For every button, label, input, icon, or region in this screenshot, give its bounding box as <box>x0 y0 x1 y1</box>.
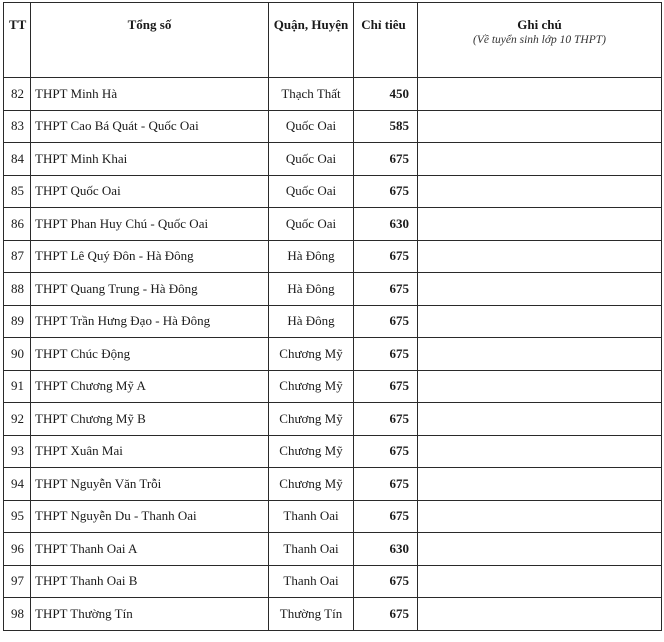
school-name: THPT Thanh Oai A <box>31 533 269 566</box>
quota-value: 675 <box>354 500 418 533</box>
quota-value: 675 <box>354 435 418 468</box>
district-name: Thường Tín <box>269 598 354 631</box>
table-row <box>4 208 662 241</box>
school-name: THPT Thường Tín <box>31 598 269 631</box>
quota-value: 675 <box>354 175 418 208</box>
row-number: 82 <box>4 78 31 111</box>
school-quota-table <box>3 2 662 631</box>
note-cell <box>418 305 662 338</box>
note-cell <box>418 273 662 306</box>
quota-value: 675 <box>354 598 418 631</box>
school-name: THPT Chương Mỹ A <box>31 370 269 403</box>
district-name: Quốc Oai <box>269 110 354 143</box>
row-number: 89 <box>4 305 31 338</box>
district-name: Thanh Oai <box>269 533 354 566</box>
quota-value: 675 <box>354 240 418 273</box>
row-number: 92 <box>4 403 31 436</box>
table-row <box>4 598 662 631</box>
row-number: 94 <box>4 468 31 501</box>
district-name: Thanh Oai <box>269 500 354 533</box>
row-number: 90 <box>4 338 31 371</box>
table-row <box>4 500 662 533</box>
note-cell <box>418 110 662 143</box>
quota-value: 675 <box>354 370 418 403</box>
district-name: Hà Đông <box>269 240 354 273</box>
school-name: THPT Nguyễn Văn Trỗi <box>31 468 269 501</box>
row-number: 98 <box>4 598 31 631</box>
note-cell <box>418 565 662 598</box>
quota-value: 675 <box>354 143 418 176</box>
note-cell <box>418 143 662 176</box>
header-note <box>418 3 662 78</box>
header-row <box>4 3 662 78</box>
quota-value: 630 <box>354 208 418 241</box>
school-name: THPT Minh Hà <box>31 78 269 111</box>
quota-value: 675 <box>354 338 418 371</box>
note-cell <box>418 175 662 208</box>
school-name: THPT Thanh Oai B <box>31 565 269 598</box>
note-cell <box>418 338 662 371</box>
header-tt: TT <box>4 3 31 78</box>
header-district: Quận, Huyện <box>269 3 354 78</box>
table-row <box>4 78 662 111</box>
table-row <box>4 240 662 273</box>
quota-value: 585 <box>354 110 418 143</box>
table-row <box>4 403 662 436</box>
district-name: Quốc Oai <box>269 143 354 176</box>
note-cell <box>418 500 662 533</box>
table-row <box>4 273 662 306</box>
quota-value: 450 <box>354 78 418 111</box>
row-number: 93 <box>4 435 31 468</box>
quota-value: 675 <box>354 403 418 436</box>
row-number: 85 <box>4 175 31 208</box>
district-name: Thanh Oai <box>269 565 354 598</box>
district-name: Chương Mỹ <box>269 468 354 501</box>
note-cell <box>418 240 662 273</box>
row-number: 97 <box>4 565 31 598</box>
school-name: THPT Quốc Oai <box>31 175 269 208</box>
school-name: THPT Quang Trung - Hà Đông <box>31 273 269 306</box>
note-cell <box>418 403 662 436</box>
row-number: 87 <box>4 240 31 273</box>
row-number: 96 <box>4 533 31 566</box>
school-name: THPT Chương Mỹ B <box>31 403 269 436</box>
row-number: 84 <box>4 143 31 176</box>
table-body <box>4 78 662 631</box>
table-row <box>4 143 662 176</box>
table-header <box>4 3 662 78</box>
row-number: 86 <box>4 208 31 241</box>
table-row <box>4 338 662 371</box>
header-name: Tổng số <box>31 3 269 78</box>
school-name: THPT Cao Bá Quát - Quốc Oai <box>31 110 269 143</box>
quota-value: 675 <box>354 305 418 338</box>
note-cell <box>418 435 662 468</box>
district-name: Hà Đông <box>269 273 354 306</box>
school-name: THPT Chúc Động <box>31 338 269 371</box>
header-note-subtitle: (Về tuyển sinh lớp 10 THPT) <box>473 34 606 46</box>
table-row <box>4 533 662 566</box>
note-cell <box>418 598 662 631</box>
quota-value: 630 <box>354 533 418 566</box>
quota-value: 675 <box>354 273 418 306</box>
note-cell <box>418 468 662 501</box>
header-note-title: Ghi chú <box>517 17 562 32</box>
district-name: Thạch Thất <box>269 78 354 111</box>
school-name: THPT Nguyễn Du - Thanh Oai <box>31 500 269 533</box>
table-row <box>4 565 662 598</box>
district-name: Chương Mỹ <box>269 403 354 436</box>
row-number: 95 <box>4 500 31 533</box>
school-name: THPT Lê Quý Đôn - Hà Đông <box>31 240 269 273</box>
row-number: 88 <box>4 273 31 306</box>
table-row <box>4 305 662 338</box>
school-name: THPT Phan Huy Chú - Quốc Oai <box>31 208 269 241</box>
table-row <box>4 435 662 468</box>
district-name: Chương Mỹ <box>269 435 354 468</box>
table-row <box>4 110 662 143</box>
school-name: THPT Minh Khai <box>31 143 269 176</box>
school-name: THPT Xuân Mai <box>31 435 269 468</box>
table-row <box>4 370 662 403</box>
district-name: Chương Mỹ <box>269 338 354 371</box>
quota-value: 675 <box>354 565 418 598</box>
row-number: 91 <box>4 370 31 403</box>
district-name: Quốc Oai <box>269 208 354 241</box>
row-number: 83 <box>4 110 31 143</box>
table-row <box>4 175 662 208</box>
note-cell <box>418 533 662 566</box>
district-name: Quốc Oai <box>269 175 354 208</box>
note-cell <box>418 78 662 111</box>
quota-value: 675 <box>354 468 418 501</box>
district-name: Chương Mỹ <box>269 370 354 403</box>
note-cell <box>418 370 662 403</box>
school-name: THPT Trần Hưng Đạo - Hà Đông <box>31 305 269 338</box>
table-row <box>4 468 662 501</box>
header-quota: Chỉ tiêu <box>354 3 418 78</box>
district-name: Hà Đông <box>269 305 354 338</box>
note-cell <box>418 208 662 241</box>
